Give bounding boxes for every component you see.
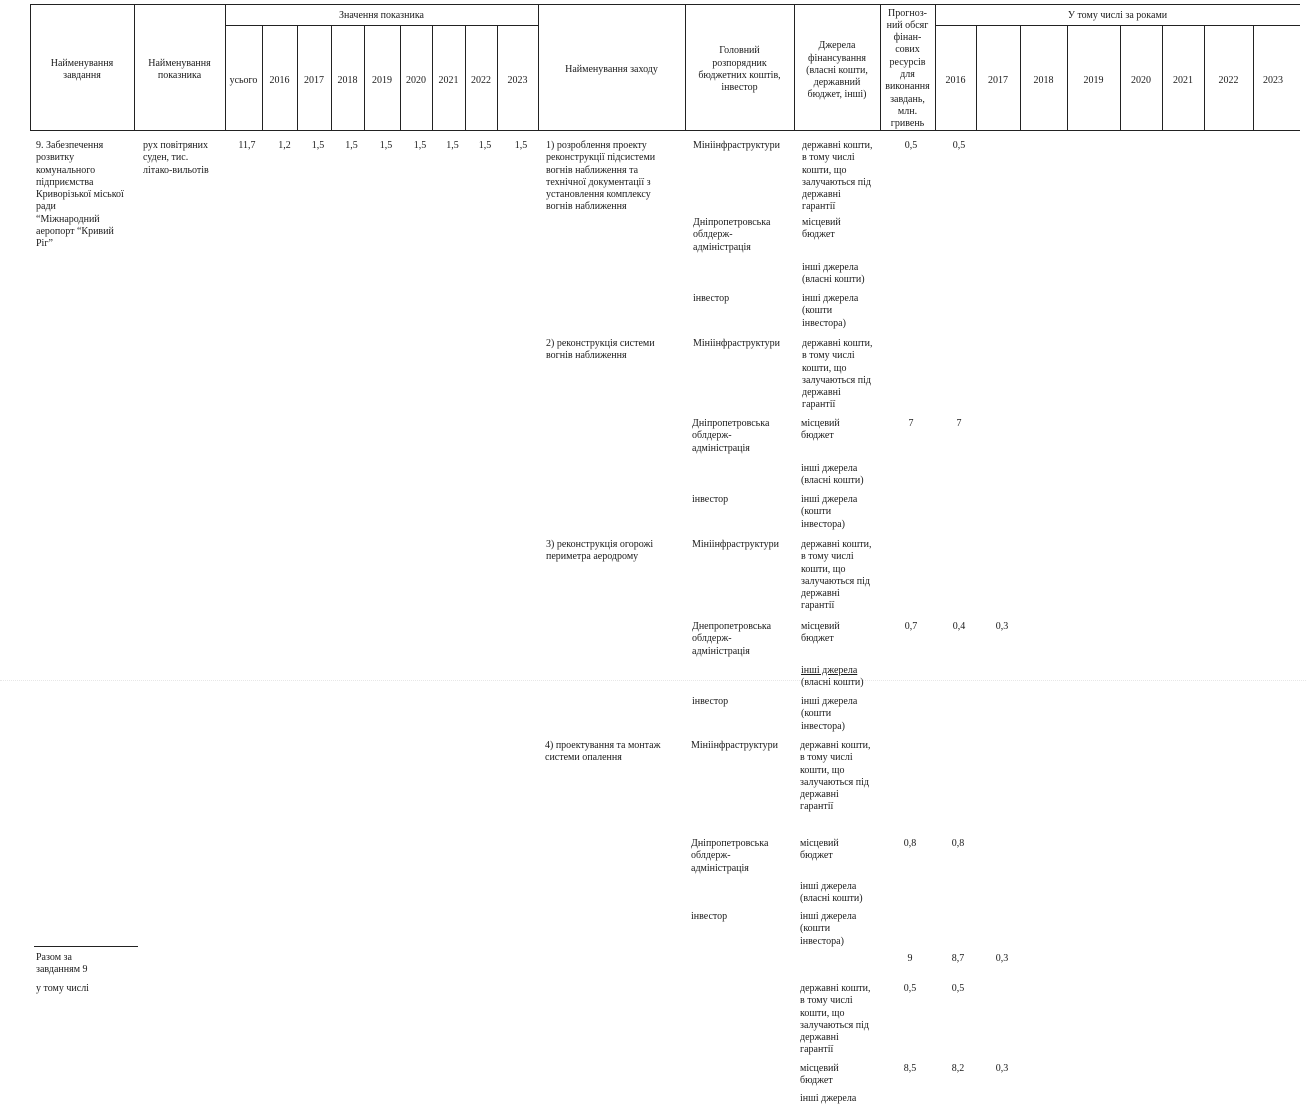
header-manager: Головний розпорядник бюджетних коштів, інвестор [698,45,781,94]
m3-source-own: інші джерела (власні кошти) [801,665,864,689]
sum-2017: 0,3 [995,953,1009,964]
indicator-value-0: 1,2 [278,140,291,151]
header-year-6: 2022 [471,74,491,86]
inc-local-2017: 0,3 [995,1063,1009,1074]
inc-local-2016: 8,2 [951,1063,965,1074]
indicator-value-7: 1,5 [514,140,528,151]
totals-divider [34,946,138,947]
header-indicator-values: Значення показника [339,9,424,21]
header-indicator-name: Найменування показника [148,57,211,81]
m4-manager-investor: інвестор [691,911,728,922]
indicator-value-3: 1,5 [379,140,393,151]
m4-manager-ministry: Мініінфраструктури [691,740,778,751]
m4-source-state: державні кошти, в тому числі кошти, що залучаються під державні гарантії [800,740,871,813]
m3-manager-investor: інвестор [692,696,729,707]
m2-manager-ministry: Мініінфраструктури [693,338,780,349]
m1-manager-oblast: Дніпропетровська облдерж- адміністрація [693,217,771,253]
table-top-border [30,4,1300,5]
indicator-total: 11,7 [238,140,256,151]
m4-source-investor: інші джерела (кошти інвестора) [800,911,857,947]
header-year-2: 2018 [337,74,358,86]
header-year-7: 2023 [507,74,528,86]
measure-2-name: 2) реконструкція системи вогнів наближення [546,338,655,362]
header-year-0: 2016 [269,74,290,86]
m4-manager-oblast: Дніпропетровська облдерж- адміністрація [691,838,769,874]
indicator-value-1: 1,5 [311,140,325,151]
values-group-underline [225,25,538,26]
m1-source-state: державні кошти, в тому числі кошти, що залучаються під державні гарантії [802,140,873,213]
m2-manager-investor: інвестор [692,494,729,505]
m1-manager-investor: інвестор [693,293,730,304]
m4-source-own: інші джерела (власні кошти) [800,881,863,905]
header-by-year-3: 2019 [1083,74,1104,86]
header-year-5: 2021 [438,74,459,86]
m3-source-investor: інші джерела (кошти інвестора) [801,696,858,732]
header-by-year-2: 2018 [1033,74,1054,86]
m3-source-local: місцевий бюджет [801,621,840,645]
m1-source-own: інші джерела (власні кошти) [802,262,865,286]
totals-label: Разом за завданням 9 [36,952,88,976]
m2-source-state: державні кошти, в тому числі кошти, що залучаються під державні гарантії [802,338,873,411]
header-year-1: 2017 [304,74,324,86]
m1-state-total: 0,5 [904,140,918,151]
m4-source-local: місцевий бюджет [800,838,839,862]
header-by-year-5: 2021 [1173,74,1193,86]
inc-state-total: 0,5 [903,983,917,994]
m4-local-total: 0,8 [903,838,917,849]
header-year-3: 2019 [372,74,392,86]
m3-local-2016: 0,4 [952,621,966,632]
indicator-value-2: 1,5 [345,140,358,151]
header-by-year-6: 2022 [1218,74,1239,86]
m3-source-own-line1: інші джерела [801,665,858,676]
header-task-name: Найменування завдання [50,57,114,81]
m1-source-investor: інші джерела (кошти інвестора) [802,293,859,329]
m2-manager-oblast: Дніпропетровська облдерж- адміністрація [692,418,770,454]
years-group-underline [935,25,1300,26]
sum-total: 9 [907,953,913,964]
m2-local-2016: 7 [956,418,962,429]
m2-source-investor: інші джерела (кошти інвестора) [801,494,858,530]
header-sources: Джерела фінансування (власні кошти, державний бюджет, інші) [806,40,868,101]
m1-state-2016: 0,5 [952,140,966,151]
inc-local-total: 8,5 [903,1063,917,1074]
measure-3-name: 3) реконструкція огорожі периметра аеродрому [546,539,654,563]
header-bottom-border [30,130,1300,131]
header-total: усього [229,74,258,86]
m4-local-2016: 0,8 [951,838,965,849]
header-by-years: У тому числі за роками [1067,9,1168,21]
m3-local-total: 0,7 [904,621,918,632]
m3-source-state: державні кошти, в тому числі кошти, що залучаються під державні гарантії [801,539,872,612]
m3-manager-oblast: Днепропетровська облдерж- адміністрація [692,621,772,657]
m2-local-total: 7 [908,418,914,429]
header-forecast: Прогноз- ний обсяг фінан- сових ресурсів для виконання завдань, млн. гривень [885,7,930,130]
m2-source-own: інші джерела (власні кошти) [801,463,864,487]
page-break-separator [0,680,1306,681]
header-by-year-0: 2016 [945,74,966,86]
m3-local-2017: 0,3 [995,621,1009,632]
indicator-name: рух повітряних суден, тис. літако-вильотів [143,140,209,176]
m1-manager-ministry: Мініінфраструктури [693,140,780,151]
header-by-year-1: 2017 [988,74,1008,86]
measure-4-name: 4) проектування та монтаж системи опалення [545,740,661,764]
indicator-value-6: 1,5 [478,140,492,151]
indicator-value-4: 1,5 [413,140,427,151]
header-year-4: 2020 [406,74,426,86]
inc-source-own-cut: інші джерела [800,1093,857,1104]
sum-2016: 8,7 [951,953,965,964]
measure-1-name: 1) розроблення проекту реконструкції підсистеми вогнів наближення та технічної документації з установлення комплексу вогнів наближення [546,140,656,213]
m3-manager-ministry: Мініінфраструктури [692,539,779,550]
header-by-year-4: 2020 [1131,74,1151,86]
task-name: 9. Забезпечення розвитку комунального підприємства Криворізької міської ради “Міжнародний аеропорт “Кривий Ріг” [36,140,124,250]
m1-source-local: місцевий бюджет [802,217,841,241]
m2-source-local: місцевий бюджет [801,418,840,442]
header-measure-name: Найменування заходу [565,63,658,75]
indicator-value-5: 1,5 [446,140,459,151]
inc-source-state: державні кошти, в тому числі кошти, що залучаються під державні гарантії [800,983,871,1056]
inc-source-local: місцевий бюджет [800,1063,839,1087]
header-by-year-7: 2023 [1263,74,1283,86]
totals-including: у тому числі [36,983,89,994]
inc-state-2016: 0,5 [951,983,965,994]
